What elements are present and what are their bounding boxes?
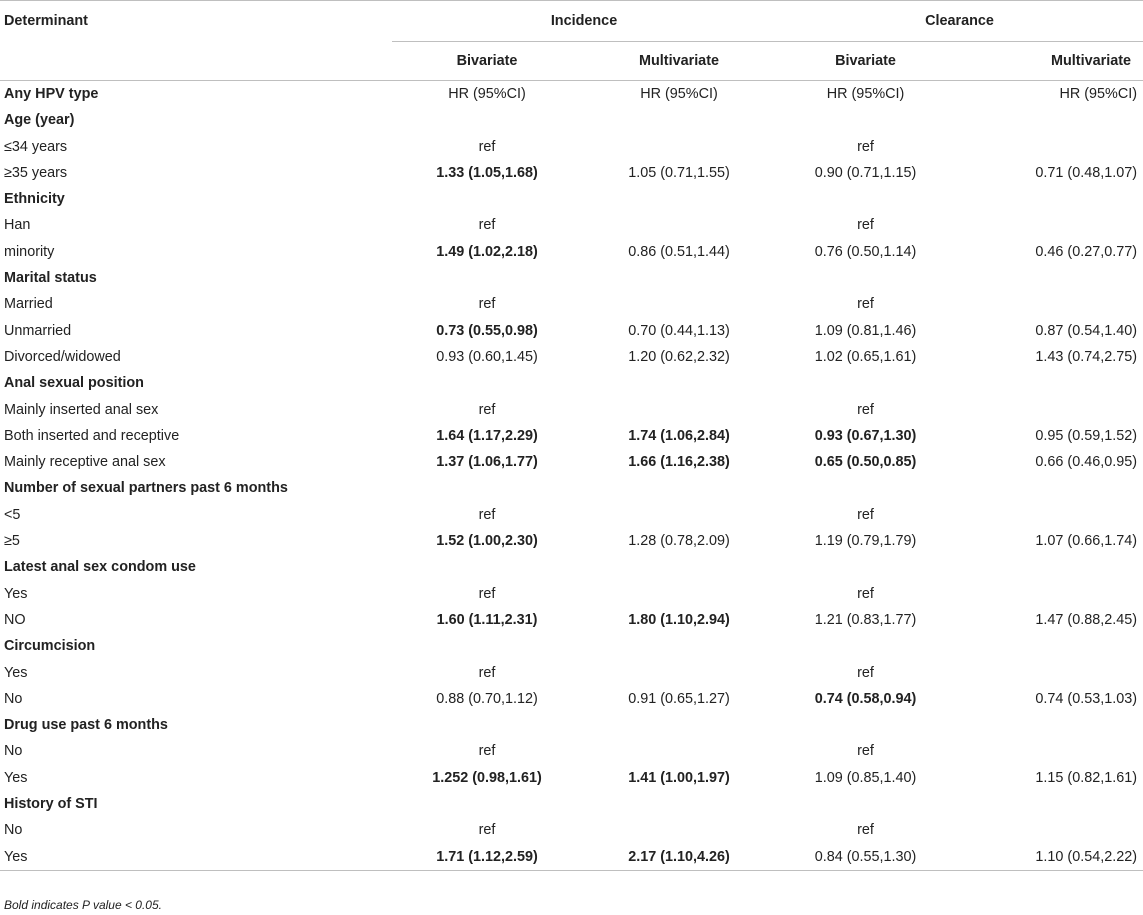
section-row (0, 633, 1143, 659)
table-cell: ref (478, 822, 496, 839)
table-cell: ref (857, 822, 874, 839)
section-label: Age (year) (4, 112, 75, 129)
table-cell (955, 581, 1143, 607)
row-label: Yes (4, 664, 28, 681)
row-label: Mainly inserted anal sex (4, 401, 159, 418)
table-cell (955, 370, 1143, 396)
table-cell: 0.74 (0.58,0.94) (814, 690, 917, 707)
table-row (0, 528, 1143, 554)
table-body (0, 81, 1143, 871)
table-cell: 0.46 (0.27,0.77) (1035, 243, 1138, 260)
table-row (0, 581, 1143, 607)
table-cell (582, 134, 776, 160)
table-cell (955, 817, 1143, 843)
table-cell: 1.49 (1.02,2.18) (436, 243, 538, 260)
table-cell: 0.87 (0.54,1.40) (1035, 322, 1138, 339)
table-cell (955, 265, 1143, 291)
table-cell: 0.76 (0.50,1.14) (814, 243, 917, 260)
table-cell (776, 186, 955, 212)
table-row (0, 686, 1143, 712)
table-row (0, 738, 1143, 764)
table-cell (582, 475, 776, 501)
table-cell (392, 554, 582, 580)
header-clearance: Clearance (776, 1, 1143, 42)
section-row (0, 370, 1143, 396)
table-row (0, 449, 1143, 475)
table-cell: ref (478, 401, 496, 418)
table-cell (776, 554, 955, 580)
table-cell (392, 186, 582, 212)
table-cell (582, 212, 776, 238)
table-cell (582, 291, 776, 317)
header-incidence-multivariate: Multivariate (582, 42, 776, 81)
header-blank (0, 42, 392, 81)
table-cell: 1.19 (0.79,1.79) (814, 533, 917, 550)
table-row (0, 212, 1143, 238)
table-row (0, 817, 1143, 843)
table-row (0, 239, 1143, 265)
section-row (0, 791, 1143, 817)
table-cell (776, 370, 955, 396)
table-cell (582, 712, 776, 738)
table-cell: ref (857, 585, 874, 602)
table-cell: 1.252 (0.98,1.61) (432, 769, 542, 786)
table-cell: ref (478, 585, 496, 602)
table-cell: 0.66 (0.46,0.95) (1035, 454, 1138, 471)
section-label: Circumcision (4, 638, 96, 655)
section-label: Marital status (4, 270, 97, 287)
table-cell: 0.86 (0.51,1.44) (628, 243, 730, 260)
table-cell: 0.71 (0.48,1.07) (1035, 164, 1138, 181)
table-cell (955, 554, 1143, 580)
table-cell (776, 265, 955, 291)
table-cell (392, 633, 582, 659)
row-label: NO (4, 611, 26, 628)
table-cell: 0.90 (0.71,1.15) (814, 164, 917, 181)
table-cell: ref (478, 664, 496, 681)
table-cell: 1.33 (1.05,1.68) (436, 164, 538, 181)
table-cell: ref (478, 296, 496, 313)
table-row (0, 291, 1143, 317)
table-cell (582, 660, 776, 686)
header-clearance-bivariate: Bivariate (776, 42, 955, 81)
table-cell (582, 265, 776, 291)
table-cell: ref (857, 506, 874, 523)
table-cell: 2.17 (1.10,4.26) (582, 844, 776, 871)
table-cell (582, 738, 776, 764)
section-row (0, 81, 1143, 108)
table-cell: 0.95 (0.59,1.52) (1035, 427, 1138, 444)
table-cell: 1.74 (1.06,2.84) (628, 427, 730, 444)
table-cell: 1.80 (1.10,2.94) (628, 611, 730, 628)
table-cell: 0.74 (0.53,1.03) (1035, 690, 1138, 707)
table-cell: 1.71 (1.12,2.59) (392, 844, 582, 871)
row-label: Divorced/widowed (4, 348, 121, 365)
section-label: Number of sexual partners past 6 months (4, 480, 288, 497)
row-label: Married (4, 296, 53, 313)
row-label: ≥5 (4, 533, 20, 550)
row-label: Han (4, 217, 31, 234)
table-cell (776, 107, 955, 133)
table-cell: 1.43 (0.74,2.75) (1035, 348, 1138, 365)
table-cell (776, 633, 955, 659)
table-cell (955, 212, 1143, 238)
table-cell (392, 475, 582, 501)
table-cell (955, 475, 1143, 501)
table-cell: 1.09 (0.85,1.40) (814, 769, 917, 786)
table-cell: 1.07 (0.66,1.74) (1035, 533, 1138, 550)
table-cell: 1.28 (0.78,2.09) (628, 533, 730, 550)
table-footnote: Bold indicates P value < 0.05. (4, 898, 162, 912)
table-cell: 1.09 (0.81,1.46) (814, 322, 917, 339)
table-cell: 1.60 (1.11,2.31) (436, 611, 538, 628)
table-cell (955, 502, 1143, 528)
row-label: Unmarried (4, 322, 72, 339)
table-cell: 1.20 (0.62,2.32) (628, 348, 730, 365)
header-incidence: Incidence (392, 1, 776, 42)
section-label: Anal sexual position (4, 375, 144, 392)
table-cell (776, 475, 955, 501)
table-cell: ref (857, 664, 874, 681)
table-cell (392, 107, 582, 133)
table-row (0, 844, 1143, 871)
table-row (0, 607, 1143, 633)
table-cell (582, 581, 776, 607)
table-cell (392, 265, 582, 291)
row-label: Yes (0, 844, 392, 871)
table-cell: ref (857, 217, 874, 234)
header-incidence-bivariate: Bivariate (392, 42, 582, 81)
table-cell: ref (857, 401, 874, 418)
section-label: History of STI (4, 796, 98, 813)
section-label: Ethnicity (4, 191, 65, 208)
header-group-row (0, 1, 1143, 42)
section-row (0, 554, 1143, 580)
table-row (0, 423, 1143, 449)
table-cell: ref (857, 138, 874, 155)
section-row (0, 712, 1143, 738)
row-label: Yes (4, 585, 28, 602)
table-cell: ref (478, 506, 496, 523)
table-cell: 0.88 (0.70,1.12) (436, 690, 538, 707)
table-cell: 1.15 (0.82,1.61) (1035, 769, 1138, 786)
table-cell: ref (857, 296, 874, 313)
table-cell: 1.21 (0.83,1.77) (814, 611, 917, 628)
row-label: ≥35 years (4, 164, 68, 181)
row-label: Yes (4, 769, 28, 786)
table-cell: 1.05 (0.71,1.55) (628, 164, 730, 181)
table-cell: 0.93 (0.60,1.45) (436, 348, 538, 365)
table-cell: 1.37 (1.06,1.77) (436, 454, 538, 471)
table-cell (392, 791, 582, 817)
table-cell (776, 791, 955, 817)
table-cell: 1.02 (0.65,1.61) (814, 348, 917, 365)
table-cell (955, 633, 1143, 659)
table-cell (955, 712, 1143, 738)
table-cell (582, 502, 776, 528)
section-row (0, 107, 1143, 133)
section-label: Drug use past 6 months (4, 717, 168, 734)
table-row (0, 318, 1143, 344)
table-cell: 1.64 (1.17,2.29) (436, 427, 538, 444)
table-cell: 0.65 (0.50,0.85) (814, 454, 917, 471)
section-row (0, 186, 1143, 212)
section-label: Any HPV type (4, 86, 99, 102)
table-cell (955, 186, 1143, 212)
table-cell: 0.84 (0.55,1.30) (776, 844, 955, 871)
table-cell (582, 370, 776, 396)
table-row (0, 502, 1143, 528)
table-cell: 1.10 (0.54,2.22) (955, 844, 1143, 871)
table-cell: HR (95%CI) (826, 86, 905, 102)
table-cell: 1.66 (1.16,2.38) (628, 454, 730, 471)
table-cell: 1.41 (1.00,1.97) (628, 769, 730, 786)
table-cell (582, 107, 776, 133)
table-cell (955, 791, 1143, 817)
row-label: <5 (4, 506, 21, 523)
table-cell (955, 397, 1143, 423)
table-cell (392, 712, 582, 738)
row-label: No (4, 822, 23, 839)
row-label: No (4, 690, 23, 707)
table-cell: HR (95%CI) (1059, 86, 1138, 102)
table-cell: 0.70 (0.44,1.13) (628, 322, 730, 339)
header-determinant: Determinant (4, 13, 88, 29)
table-cell: ref (478, 217, 496, 234)
table-cell (392, 370, 582, 396)
table-cell: HR (95%CI) (448, 86, 526, 102)
row-label: Both inserted and receptive (4, 427, 180, 444)
header-sub-row (0, 42, 1143, 81)
section-row (0, 265, 1143, 291)
table-cell: ref (478, 743, 496, 760)
table-cell: 1.52 (1.00,2.30) (436, 533, 538, 550)
table-cell: ref (478, 138, 496, 155)
table-row (0, 344, 1143, 370)
table-cell: ref (857, 743, 874, 760)
table-cell (955, 107, 1143, 133)
row-label: ≤34 years (4, 138, 68, 155)
table-cell (582, 817, 776, 843)
table-cell: 0.91 (0.65,1.27) (628, 690, 730, 707)
table-cell: 0.73 (0.55,0.98) (436, 322, 538, 339)
table-row (0, 397, 1143, 423)
row-label: Mainly receptive anal sex (4, 454, 166, 471)
table-cell (955, 291, 1143, 317)
table-row (0, 160, 1143, 186)
section-row (0, 475, 1143, 501)
table-cell (582, 791, 776, 817)
table-cell (582, 554, 776, 580)
table-row (0, 134, 1143, 160)
table-cell: 1.47 (0.88,2.45) (1035, 611, 1138, 628)
section-label: Latest anal sex condom use (4, 559, 196, 576)
table-row (0, 660, 1143, 686)
row-label: No (4, 743, 23, 760)
table-cell (776, 712, 955, 738)
table-cell: HR (95%CI) (640, 86, 718, 102)
table-row (0, 765, 1143, 791)
table-cell: 0.93 (0.67,1.30) (814, 427, 917, 444)
table-cell (955, 134, 1143, 160)
header-clearance-multivariate: Multivariate (955, 42, 1143, 81)
row-label: minority (4, 243, 55, 260)
table-cell (955, 660, 1143, 686)
table-cell (582, 186, 776, 212)
table-cell (955, 738, 1143, 764)
table-cell (582, 397, 776, 423)
table-cell (582, 633, 776, 659)
